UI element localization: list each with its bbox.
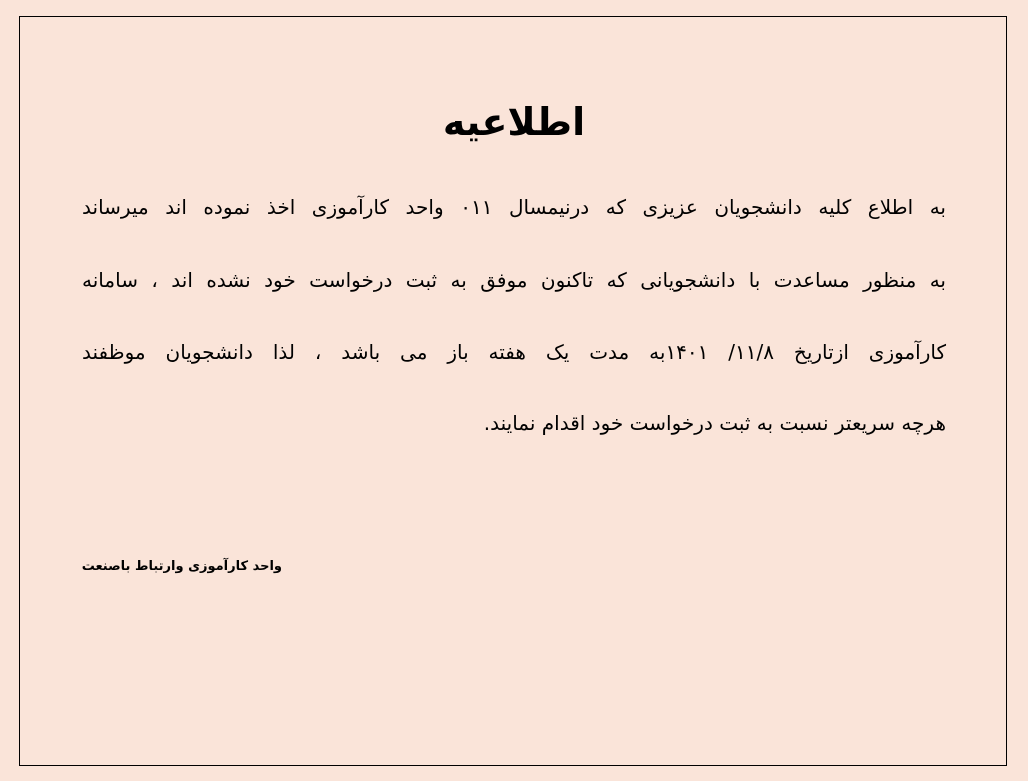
notice-body-line-2: به منظور مساعدت با دانشجویانی که تاکنون موفق به ثبت درخواست خود نشده اند ، سامانه xyxy=(82,268,946,292)
notice-signature: واحد کارآموزی وارتباط باصنعت xyxy=(81,559,282,574)
notice-body-line-1: به اطلاع کلیه دانشجویان عزیزی که درنیمسال ۰۱۱ واحد کارآموزی اخذ نموده اند میرساند xyxy=(82,195,946,219)
notice-title: اطلاعیه xyxy=(442,100,586,144)
notice-body-line-3: کارآموزی ازتاریخ ۱۱/۸/ ۱۴۰۱به مدت یک هفته باز می باشد ، لذا دانشجویان موظفند xyxy=(82,340,946,364)
notice-body-line-4: هرچه سریعتر نسبت به ثبت درخواست خود اقدام نمایند. xyxy=(483,411,946,435)
